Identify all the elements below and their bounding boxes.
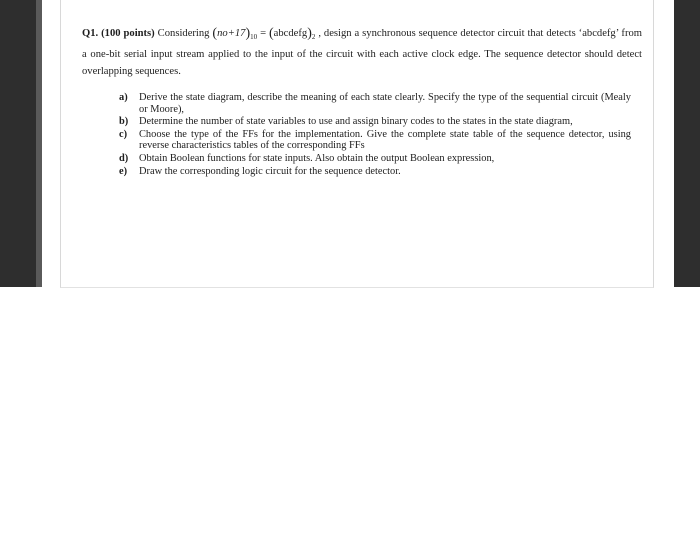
rhs-subscript: 2: [311, 33, 316, 41]
subquestion-item: [119, 92, 631, 115]
left-paren: (: [269, 26, 274, 41]
subquestion-text: Obtain Boolean functions for state inputs. Also obtain the output Boolean expression,: [139, 152, 495, 164]
subquestion-text: Derive the state diagram, describe the meaning of each state clearly. Specify the type of the sequential circuit (Mealy or Moore),: [139, 92, 631, 115]
left-dark-border: [0, 0, 42, 287]
rhs-expression: abcdefg: [273, 28, 308, 39]
left-paren: (: [212, 26, 218, 41]
subquestion-item: [119, 166, 631, 178]
subquestion-marker: e): [119, 165, 128, 177]
subquestion-item: [119, 116, 631, 128]
subquestion-list: [119, 92, 631, 178]
subquestion-marker: a): [119, 92, 128, 103]
subquestion-text: Draw the corresponding logic circuit for the sequence detector.: [139, 165, 401, 177]
right-paren: ): [245, 26, 251, 41]
subquestion-marker: b): [119, 116, 129, 128]
right-paren: ): [307, 26, 312, 41]
subquestion-item: [119, 129, 631, 152]
lhs-subscript: 10: [250, 33, 258, 41]
subquestion-text: Determine the number of state variables to use and assign binary codes to the states in the state diagram,: [139, 116, 573, 128]
lhs-expression: no+17: [217, 28, 246, 39]
subquestion-item: [119, 153, 631, 165]
right-dark-border: [674, 0, 700, 287]
equals-sign: =: [260, 28, 267, 39]
question-intro: Considering: [157, 28, 210, 39]
question-paragraph: [82, 25, 642, 80]
subquestion-text: Choose the type of the FFs for the implementation. Give the complete state table of the sequence detector, using reverse characteristics tables of the corresponding FFs: [139, 128, 631, 152]
subquestion-marker: c): [119, 128, 128, 140]
subquestion-marker: d): [119, 152, 129, 164]
document-page: [60, 0, 654, 288]
question-number: Q1.: [82, 28, 99, 39]
question-points: (100 points): [101, 28, 155, 39]
question-body: , design a synchronous sequence detector circuit that detects ‘abcdefg’ from a one-bit serial input stream applied to the input of the circuit with each active clock edge. The sequence detector should detect overlapping sequences.: [82, 28, 643, 77]
